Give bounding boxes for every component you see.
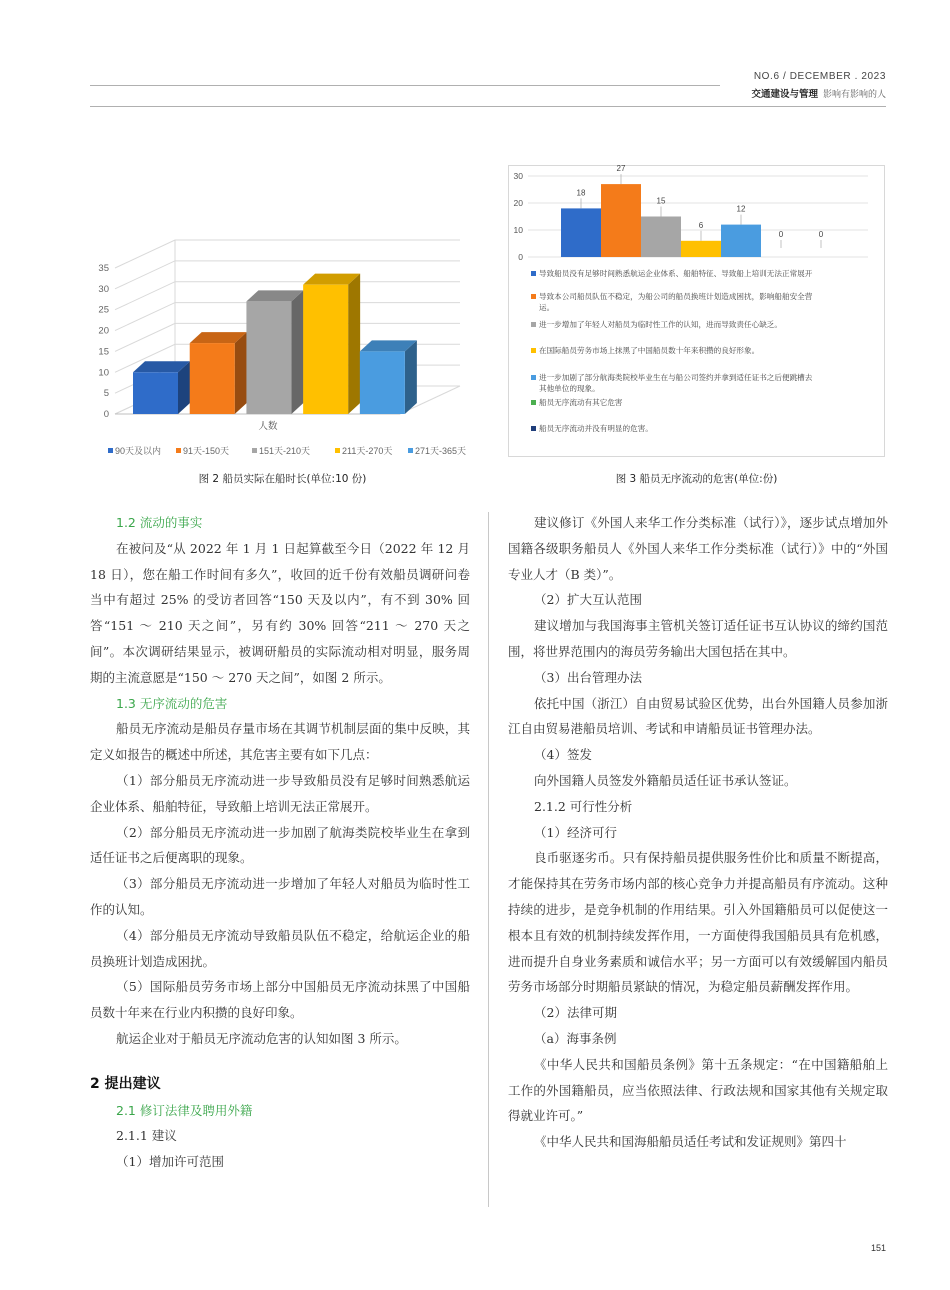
figure2-legend-swatch <box>252 448 257 453</box>
page-number: 151 <box>870 1243 886 1253</box>
figure2-ytick-label: 10 <box>98 367 109 379</box>
figure2-bar <box>190 343 235 414</box>
figure3-ytick-label: 30 <box>513 171 523 181</box>
section-1-2-title: 1.2 流动的事实 <box>116 515 203 530</box>
suggestion-3-text: 依托中国（浙江）自由贸易试验区优势，出台外国籍人员参加浙江自由贸易港船员培训、考试和申请船员证书管理办法。 <box>508 695 888 737</box>
journal-title <box>751 86 886 100</box>
hazard-item-5: （5）国际船员劳务市场上部分中国船员无序流动抹黑了中国船员数十年来在行业内积攒的良好印象。 <box>90 979 470 1021</box>
figure2-gridline <box>115 261 460 289</box>
section-1-3-intro: 船员无序流动是船员存量市场在其调节机制层面的集中反映，其定义如报告的概述中所述，其危害主要有如下几点： <box>90 721 470 763</box>
figure3-ytick-label: 20 <box>513 198 523 208</box>
figure3-data-label: 0 <box>778 230 784 239</box>
figure3-legend <box>531 268 813 433</box>
figure2-bar-side <box>235 332 247 414</box>
figure3-legend-swatch <box>531 294 536 299</box>
figure2-chart <box>90 230 475 465</box>
figure2-xlabel: 人数 <box>258 421 278 432</box>
figure2-bar <box>360 351 405 414</box>
figure3-legend-label: 进一步增加了年轻人对船员为临时性工作的认知，进而导致责任心缺乏。 <box>539 320 782 329</box>
figure2-ytick-label: 5 <box>103 388 109 400</box>
figure3-bar <box>561 208 601 257</box>
figure3-data-label: 0 <box>818 230 824 239</box>
figure3-bar <box>641 217 681 258</box>
right-column <box>508 510 888 1155</box>
figure3-legend-swatch <box>531 426 536 431</box>
figure2-bar <box>133 372 178 414</box>
suggestion-1-title: （1）增加许可范围 <box>116 1154 224 1170</box>
figure3-legend-label: 导致船员没有足够时间熟悉航运企业体系、船舶特征、导致船上培训无法正常展开 <box>539 269 813 278</box>
section-2-1-title: 2.1 修订法律及聘用外籍 <box>116 1102 253 1118</box>
figure3-legend-label: 船员无序流动并没有明显的危害。 <box>539 424 653 433</box>
figure2-yticks <box>98 263 109 420</box>
exam-rules-text: 《中华人民共和国海船船员适任考试和发证规则》第四十 <box>534 1134 847 1150</box>
left-column <box>90 510 470 1175</box>
header-rule-bottom <box>90 106 886 107</box>
section-1-3-title: 1.3 无序流动的危害 <box>116 695 228 711</box>
figure2-caption: 图 2 船员实际在船时长(单位:10 份) <box>198 473 367 485</box>
figure3-legend-label: 在国际船员劳务市场上抹黑了中国船员数十年来积攒的良好形象。 <box>539 346 760 355</box>
figure2-bar-side <box>405 340 417 414</box>
suggestion-2-text: 建议增加与我国海事主管机关签订适任证书互认协议的缔约国范围，将世界范围内的海员劳务输出大国包括在其中。 <box>508 618 888 659</box>
column-divider <box>488 512 489 1207</box>
suggestion-4-title: （4）签发 <box>534 747 592 763</box>
header-rule-left <box>90 85 720 86</box>
section-2-title: 2 提出建议 <box>90 1075 161 1092</box>
figure3-legend-swatch <box>531 271 536 276</box>
figure2-legend-label: 90天及以内 <box>115 446 162 456</box>
figure2-legend-label: 271天-365天 <box>415 446 467 456</box>
figure2-ytick-label: 20 <box>98 325 109 337</box>
figure2-bar-side <box>291 290 303 414</box>
figure3-yticks <box>514 171 524 262</box>
figure3-legend-swatch <box>531 375 536 380</box>
figure3-bars <box>561 165 824 257</box>
figure3-caption: 图 3 船员无序流动的危害(单位:份) <box>615 473 778 485</box>
section-1-3-closing: 航运企业对于船员无序流动危害的认知如图 3 所示。 <box>116 1030 407 1046</box>
figure2-legend-swatch <box>108 448 113 453</box>
hazard-item-1: （1）部分船员无序流动进一步导致船员没有足够时间熟悉航运企业体系、船舶特征，导致船上培训无法正常展开。 <box>90 772 470 814</box>
hazard-item-3: （3）部分船员无序流动进一步增加了年轻人对船员为临时性工作的认知。 <box>90 876 470 917</box>
figure3-data-label: 18 <box>576 188 586 198</box>
hazard-item-2: （2）部分船员无序流动进一步加剧了航海类院校毕业生在拿到适任证书之后便离职的现象。 <box>90 824 470 866</box>
figure3-legend-swatch <box>531 400 536 405</box>
figure2-legend <box>108 445 466 456</box>
figure3-bar <box>681 241 721 257</box>
hazard-item-4: （4）部分船员无序流动导致船员队伍不稳定，给航运企业的船员换班计划造成困扰。 <box>90 927 470 969</box>
figure3-legend-label: 进一步加剧了部分航海类院校毕业生在与船公司签约并拿到适任证书之后便跳槽去 <box>539 373 813 382</box>
suggestion-1-text: 建议修订《外国人来华工作分类标准（试行）》，逐步试点增加外国籍各级职务船员人《外国人来华工作分类标准（试行）》中的“外国专业人才（B 类）”。 <box>508 515 888 582</box>
section-1-2-paragraph: 在被问及“从 2022 年 1 月 1 日起算截至今日（2022 年 12 月 18 日），您在船工作时间有多久”，收回的近千份有效船员调研问卷当中有超过 25% 的受访者回答“150 天及以内”，有不到 30% 回答“151 ～ 210 天之间”，另有约 30% 回答“211 ～ 270 天之间”。本次调研结果显示，被调研船员的实际流动相对明显，服务周期的主流意愿是“150 ～ 270 天之间”，如图 2 所示。 <box>90 540 470 685</box>
figure2-gridline <box>115 240 460 268</box>
figure3-legend-label: 运。 <box>539 303 555 312</box>
figure2-legend-label: 151天-210天 <box>259 446 311 456</box>
figure3-legend-swatch <box>531 348 536 353</box>
figure3-data-label: 6 <box>698 220 704 230</box>
figure2-legend-label: 211天-270天 <box>342 446 393 456</box>
figure2-bar-side <box>348 274 360 414</box>
figure3-legend-swatch <box>531 322 536 327</box>
section-2-1-1-title: 2.1.1 建议 <box>116 1128 177 1144</box>
figure2-ytick-label: 30 <box>98 283 109 295</box>
feasibility-2-title: （2）法律可期 <box>534 1005 617 1021</box>
figure3-data-label: 27 <box>616 165 626 174</box>
feasibility-1-text: 良币驱逐劣币。只有保持船员提供服务性价比和质量不断提高，才能保持其在劳务市场内部的核心竞争力并提高船员有序流动。这种持续的进步，是竞争机制的作用结果。引入外国籍船员可以促使这一根本且有效的机制持续发挥作用，一方面使得我国船员具有危机感，进而提升自身业务素质和诚信水平；另一方面可以有效缓解国内船员劳务市场部分时期船员紧缺的情况，为稳定船员薪酬发挥作用。 <box>508 850 888 995</box>
figure3-ytick-label: 0 <box>518 252 523 262</box>
journal-name: 交通建设与管理 <box>751 89 818 100</box>
figure2-legend-swatch <box>335 448 340 453</box>
maritime-regulation-text: 《中华人民共和国船员条例》第十五条规定：“在中国籍船舶上工作的外国籍船员，应当依照法律、行政法规和国家其他有关规定取得就业许可。” <box>508 1056 888 1124</box>
figure3-legend-label: 其他单位的现象。 <box>539 384 600 393</box>
figure2-ytick-label: 15 <box>98 346 109 358</box>
figure3-chart <box>508 165 885 457</box>
figure2-ytick-label: 0 <box>103 409 109 420</box>
journal-slogan: 影响有影响的人 <box>822 90 886 100</box>
figure2-ytick-label: 25 <box>98 304 109 316</box>
figure3-data-label: 12 <box>736 204 746 214</box>
figure3-legend-label: 导致本公司船员队伍不稳定，为船公司的船员换班计划造成困扰，影响船舶安全营 <box>539 292 813 301</box>
figure2-ytick-label: 35 <box>98 263 109 274</box>
suggestion-2-title: （2）扩大互认范围 <box>534 592 642 608</box>
maritime-regulation-title: （a）海事条例 <box>534 1030 617 1046</box>
figure2-legend-swatch <box>408 448 413 453</box>
figure2-bar <box>246 301 291 414</box>
figure3-ytick-label: 10 <box>513 225 523 235</box>
figure2-legend-swatch <box>176 448 181 453</box>
issue-label: NO.6 / DECEMBER . 2023 <box>753 71 886 82</box>
suggestion-3-title: （3）出台管理办法 <box>534 669 642 685</box>
figure2-bar <box>303 285 348 414</box>
section-2-1-2-title: 2.1.2 可行性分析 <box>534 798 633 814</box>
figure3-legend-label: 船员无序流动有其它危害 <box>539 398 623 407</box>
figure3-bar <box>721 225 761 257</box>
figure3-data-label: 15 <box>656 196 666 206</box>
figure3-bar <box>601 184 641 257</box>
suggestion-4-text: 向外国籍人员签发外籍船员适任证书承认签证。 <box>534 772 797 788</box>
feasibility-1-title: （1）经济可行 <box>534 824 617 840</box>
figure2-legend-label: 91天-150天 <box>183 446 230 456</box>
